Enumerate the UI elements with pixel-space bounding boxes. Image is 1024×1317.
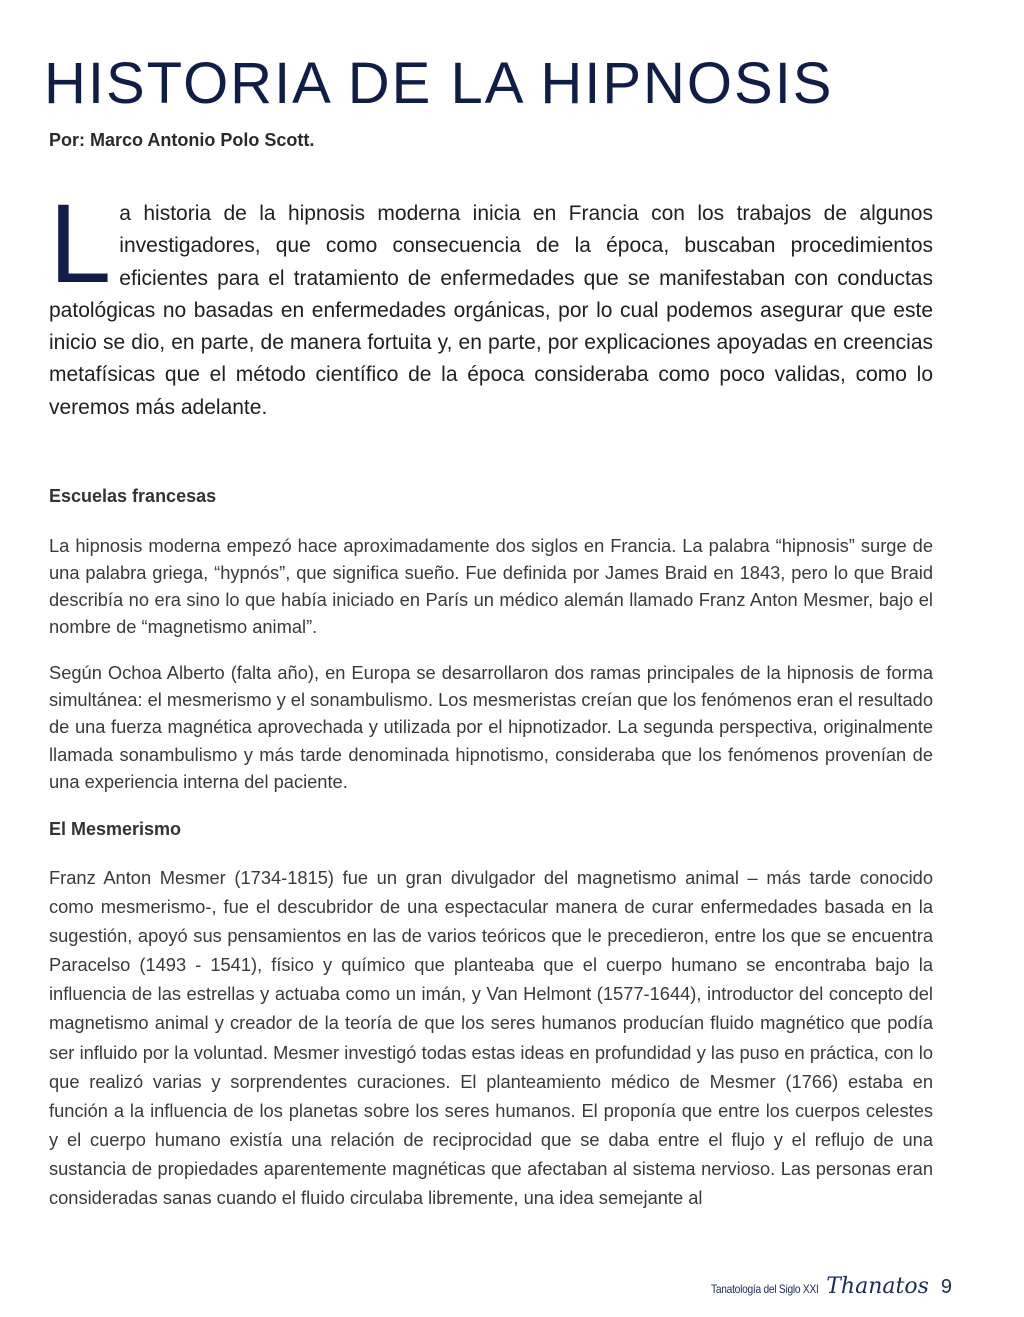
- section-heading-el-mesmerismo: El Mesmerismo: [49, 819, 182, 839]
- author-byline: Por: Marco Antonio Polo Scott.: [49, 130, 315, 150]
- page-title: HISTORIA DE LA HIPNOSIS: [44, 51, 834, 116]
- drop-cap: L: [49, 181, 112, 306]
- footer-magazine-name: Tanatología del Siglo XXI: [710, 1282, 819, 1296]
- paragraph-hipnosis-moderna: La hipnosis moderna empezó hace aproximadamente dos siglos en Francia. La palabra “hipnosis” surge de una palabra griega, “hypnós”, que significa sueño. Fue definida por James Braid en 1843, pero lo que Braid describía no era sino lo que había iniciado en París un médico alemán llamado Franz Anton Mesmer, bajo el nombre de “magnetismo animal”.: [49, 535, 933, 637]
- intro-text: a historia de la hipnosis moderna inicia en Francia con los trabajos de algunos investigadores, que como consecuencia de la época, buscaban procedimientos eficientes para el tratamiento de enfermedades que se manifestaban con conductas patológicas no basadas en enfermedades orgánicas, por lo cual podemos asegurar que este inicio se dio, en parte, de manera fortuita y, en parte, por explicaciones apoyadas en creencias metafísicas que el método científico de la época consideraba como poco validas, como lo veremos más adelante.: [49, 202, 933, 419]
- page-footer: [692, 1274, 952, 1299]
- paragraph-mesmer: Franz Anton Mesmer (1734-1815) fue un gran divulgador del magnetismo animal – más tarde conocido como mesmerismo-, fue el descubridor de una espectacular manera de curar enfermedades basada en la sugestión, apoyó sus pensamientos en las de varios teóricos que le precedieron, entre los que se encuentra Paracelso (1493 - 1541), físico y químico que planteaba que el cuerpo humano se encontraba bajo la influencia de las estrellas y actuaba como un imán, y Van Helmont (1577-1644), introductor del concepto del magnetismo animal y creador de la teoría de que los seres humanos producían fluido magnético que podía ser influido por la voluntad. Mesmer investigó todas estas ideas en profundidad y las puso en práctica, con lo que realizó varias y sorprendentes curaciones. El planteamiento médico de Mesmer (1766) estaba en función a la influencia de los planetas sobre los seres humanos. El proponía que entre los cuerpos celestes y el cuerpo humano existía una relación de reciprocidad que se daba entre el flujo y el reflujo de una sustancia de propiedades aparentemente magnéticas que afectaban al sistema nervioso. Las personas eran consideradas sanas cuando el fluido circulaba libremente, una idea semejante al: [49, 867, 933, 1209]
- section-heading-escuelas-francesas: Escuelas francesas: [49, 486, 217, 506]
- paragraph-ramas-hipnosis: Según Ochoa Alberto (falta año), en Europa se desarrollaron dos ramas principales de la hipnosis de forma simultánea: el mesmerismo y el sonambulismo. Los mesmeristas creían que los fenómenos eran el resultado de una fuerza magnética aprovechada y utilizada por el hipnotizador. La segunda perspectiva, originalmente llamada sonambulismo y más tarde denominada hipnotismo, consideraba que los fenómenos provenían de una experiencia interna del paciente.: [49, 662, 933, 792]
- footer-brand-logo: Thanatos: [826, 1274, 929, 1299]
- intro-paragraph: [49, 181, 933, 424]
- page-number: 9: [940, 1276, 952, 1298]
